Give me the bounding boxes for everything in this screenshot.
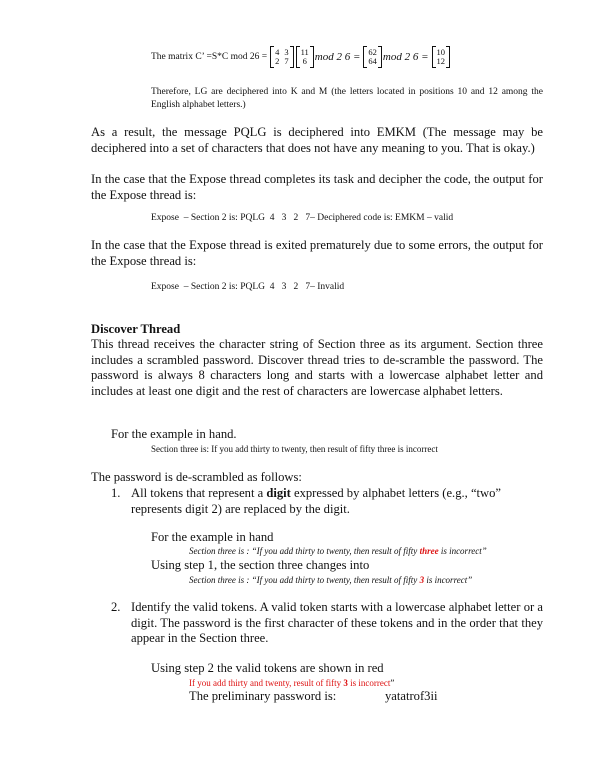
mod-label-2: mod 2 6 = <box>382 51 429 63</box>
step2-valid-label: Using step 2 the valid tokens are shown in red <box>151 661 384 675</box>
step1-example-1: Section three is : “If you add thirty to twenty, then result of fifty three is incorrect” <box>189 546 487 556</box>
discover-heading: Discover Thread <box>91 322 181 336</box>
mod-label-1: mod 2 6 = <box>314 51 361 63</box>
example-text: Section three is: If you add thirty to twenty, then result of fifty three is incorrect <box>151 444 438 454</box>
step1-digit-bold: digit <box>266 486 291 500</box>
matrix-prefix: The matrix C’ =S*C mod 26 = <box>151 52 268 62</box>
vector-r2: 10 12 <box>432 46 451 68</box>
descrambled-intro: The password is de-scrambled as follows: <box>91 470 302 484</box>
example-label: For the example in hand. <box>111 427 237 441</box>
step1-changes-label: Using step 1, the section three changes into <box>151 558 370 572</box>
red-word-three: three <box>419 546 439 556</box>
vector-r1: 62 64 <box>363 46 382 68</box>
red-digit-3: 3 <box>419 575 425 585</box>
step1-example-label: For the example in hand <box>151 530 274 544</box>
vector-v: 11 6 <box>296 46 314 68</box>
matrix-equation <box>151 46 451 68</box>
step1-example-2: Section three is : “If you add thirty to twenty, then result of fifty 3 is incorrect” <box>189 575 473 585</box>
step2-number: 2. <box>111 600 121 614</box>
step2-text: Identify the valid tokens. A valid token starts with a lowercase alphabet letter or a digit. The password is the first character of these tokens and in the order that they appear in the Section three. <box>131 600 543 646</box>
therefore-note: Therefore, LG are deciphered into K and M (the letters located in positions 10 and 12 among the English alphabet letters.) <box>151 87 543 110</box>
expose-complete-paragraph: In the case that the Expose thread completes its task and decipher the code, the output for the Expose thread is: <box>91 172 543 202</box>
step2-red-tokens: If you add thirty and twenty, result of fifty 3 is incorrect” <box>189 678 395 688</box>
prelim-value: yatatrof3ii <box>385 689 438 703</box>
matrix-a: 4 3 2 7 <box>270 46 294 68</box>
discover-paragraph: This thread receives the character string of Section three as its argument. Section three includes a scrambled password. Discover thread tries to de-scramble the password. The password is always 8 characters long and starts with a lowercase alphabet letter and includes at least one digit and the rest of characters are lowercase alphabet letters. <box>91 337 543 398</box>
prelim-label: The preliminary password is: <box>189 689 337 703</box>
result-paragraph: As a result, the message PQLG is deciphered into EMKM (The message may be deciphered into a set of characters that does not have any meaning to you. That is okay.) <box>91 125 543 155</box>
expose-exit-paragraph: In the case that the Expose thread is exited prematurely due to some errors, the output for the Expose thread is: <box>91 238 543 268</box>
step1-text: All tokens that represent a digit expressed by alphabet letters (e.g., “two” represents digit 2) are replaced by the digit. <box>131 486 502 516</box>
step1-number: 1. <box>111 486 121 500</box>
expose-output-valid: Expose – Section 2 is: PQLG 4 3 2 7– Deciphered code is: EMKM – valid <box>151 213 454 223</box>
expose-output-invalid: Expose – Section 2 is: PQLG 4 3 2 7– Invalid <box>151 282 345 292</box>
